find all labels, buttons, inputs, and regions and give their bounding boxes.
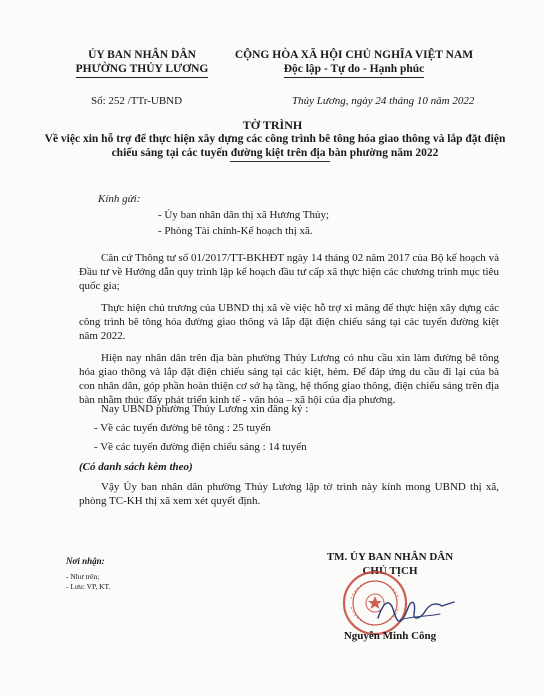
handwritten-signature-icon (370, 590, 460, 630)
registration-item-roads: - Về các tuyến đường bê tông : 25 tuyến (94, 422, 271, 434)
national-header (222, 48, 486, 78)
agency-line1: ỦY BAN NHÂN DÂN (88, 49, 196, 61)
recipients-footer-item: - Lưu: VP, KT. (66, 582, 111, 591)
body-paragraph-needs: Hiện nay nhân dân trên địa bàn phường Thủy Lương có nhu cầu xin làm đường bê tông hóa giao thông và lắp đặt điện chiếu sáng tại các kiệt, hẻm. Để đáp ứng du cầu đi lại của bà con nhân dân, góp phần hoàn thiện cơ sở hạ tầng, hệ thống giao thông, điện chiếu sáng trên địa bàn nhằm thúc đẩy phát triển kinh tế - văn hóa – xã hội của địa phương. (79, 352, 499, 406)
sign-title: CHỦ TỊCH (362, 565, 418, 577)
attachment-note: (Có danh sách kèm theo) (79, 461, 193, 473)
issuing-agency (62, 48, 222, 78)
registration-item-lighting: - Về các tuyến đường điện chiếu sáng : 14 tuyến (94, 441, 307, 453)
agency-line2: PHƯỜNG THỦY LƯƠNG (76, 62, 209, 78)
recipient-item: - Phòng Tài chính-Kế hoạch thị xã. (158, 225, 313, 237)
recipient-item: - Ủy ban nhân dân thị xã Hương Thủy; (158, 209, 330, 221)
body-paragraph-legal-basis: Căn cứ Thông tư số 01/2017/TT-BKHĐT ngày 14 tháng 02 năm 2017 của Bộ kế hoạch và Đầu tư về Hướng dẫn quy trình lập kế hoạch đầu tư cấp xã thực hiện các chương trình mục tiêu quốc gia; (79, 252, 499, 292)
body-paragraph-policy: Thực hiện chủ trương của UBND thị xã về việc hỗ trợ xi măng để thực hiện xây dựng các công trình bê tông hóa đường giao thông và lắp đặt điện chiếu sáng tại các tuyến đường kiệt năm 2022. (79, 302, 499, 342)
signer-name: Nguyễn Minh Công (343, 630, 437, 642)
body-paragraph-registration: Nay UBND phường Thủy Lương xin đăng ký : (101, 403, 309, 415)
national-motto: Độc lập - Tự do - Hạnh phúc (284, 62, 425, 78)
recipients-label: Kính gửi: (98, 193, 141, 205)
document-number: Số: 252 /TTr-UBND (91, 95, 183, 107)
recipients-footer-list (66, 572, 110, 592)
place-and-date: Thủy Lương, ngày 24 tháng 10 năm 2022 (292, 95, 475, 107)
recipients-footer-label: Nơi nhận: (66, 556, 105, 566)
document-subtitle: Về việc xin hỗ trợ để thực hiện xây dựng các công trình bê tông hóa giao thông và lắp đặt điện chiếu sáng tại các tuyến đường kiệt trên địa bàn phường năm 2022 (44, 133, 506, 159)
nation-name: CỘNG HÒA XÃ HỘI CHỦ NGHĨA VIỆT NAM (234, 49, 474, 61)
subtitle-divider (230, 161, 330, 162)
recipients-footer-item: - Như trên; (66, 572, 100, 581)
sign-authority: TM. ỦY BAN NHÂN DÂN (326, 551, 454, 563)
body-paragraph-request: Vậy Ủy ban nhân dân phường Thủy Lương lập tờ trình này kính mong UBND thị xã, phòng TC-KH thị xã xem xét quyết định. (79, 481, 499, 507)
document-title: TỜ TRÌNH (242, 118, 303, 132)
